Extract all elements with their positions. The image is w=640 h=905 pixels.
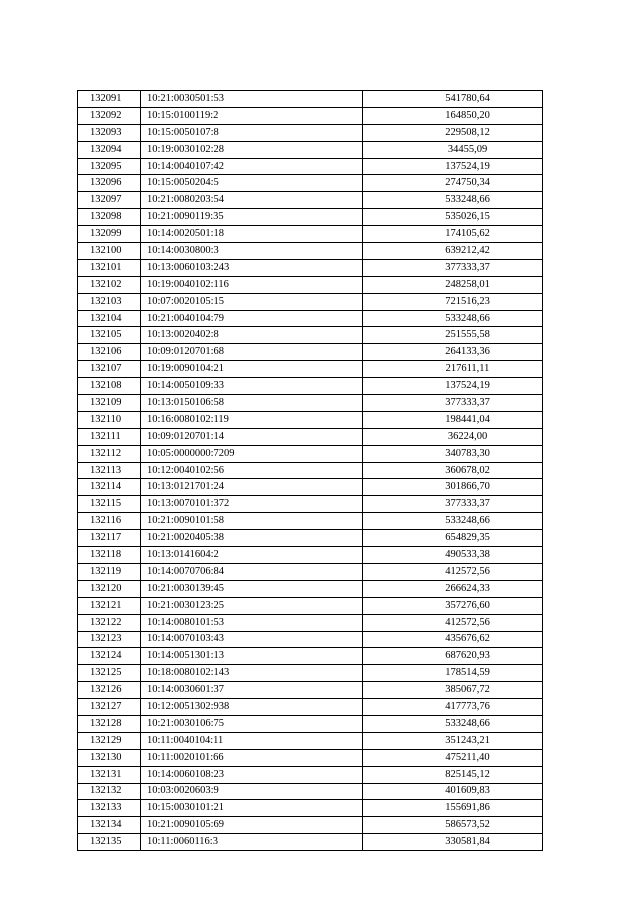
value-cell: 340783,30 (363, 445, 543, 462)
table-row (78, 361, 543, 378)
cadastral-number-cell: 10:14:0051301:13 (141, 648, 363, 665)
row-number-cell: 132130 (78, 749, 141, 766)
table-row (78, 479, 543, 496)
cadastral-number-cell: 10:19:0090104:21 (141, 361, 363, 378)
row-number-cell: 132116 (78, 513, 141, 530)
cadastral-number-cell: 10:14:0050109:33 (141, 378, 363, 395)
cadastral-number-cell: 10:15:0050204:5 (141, 175, 363, 192)
table-row (78, 243, 543, 260)
table-row (78, 428, 543, 445)
row-number-cell: 132097 (78, 192, 141, 209)
cadastral-number-cell: 10:13:0150106:58 (141, 395, 363, 412)
row-number-cell: 132118 (78, 547, 141, 564)
table-row (78, 344, 543, 361)
table-row (78, 124, 543, 141)
cadastral-number-cell: 10:14:0020501:18 (141, 226, 363, 243)
row-number-cell: 132121 (78, 597, 141, 614)
value-cell: 301866,70 (363, 479, 543, 496)
cadastral-number-cell: 10:14:0060108:23 (141, 766, 363, 783)
cadastral-number-cell: 10:15:0100119:2 (141, 107, 363, 124)
value-cell: 401609,83 (363, 783, 543, 800)
table-row (78, 614, 543, 631)
row-number-cell: 132125 (78, 665, 141, 682)
table-row (78, 834, 543, 851)
table-row (78, 530, 543, 547)
value-cell: 533248,66 (363, 192, 543, 209)
table-row (78, 293, 543, 310)
row-number-cell: 132124 (78, 648, 141, 665)
value-cell: 639212,42 (363, 243, 543, 260)
value-cell: 137524,19 (363, 158, 543, 175)
value-cell: 825145,12 (363, 766, 543, 783)
row-number-cell: 132104 (78, 310, 141, 327)
value-cell: 34455,09 (363, 141, 543, 158)
cadastral-number-cell: 10:21:0090119:35 (141, 209, 363, 226)
value-cell: 377333,37 (363, 395, 543, 412)
value-cell: 266624,33 (363, 580, 543, 597)
table-row (78, 259, 543, 276)
table-row (78, 462, 543, 479)
cadastral-value-table (77, 90, 543, 851)
cadastral-number-cell: 10:14:0030601:37 (141, 682, 363, 699)
table-row (78, 107, 543, 124)
row-number-cell: 132103 (78, 293, 141, 310)
table-row (78, 395, 543, 412)
table-row (78, 597, 543, 614)
table-row (78, 800, 543, 817)
value-cell: 251555,58 (363, 327, 543, 344)
cadastral-number-cell: 10:21:0030106:75 (141, 715, 363, 732)
cadastral-number-cell: 10:13:0121701:24 (141, 479, 363, 496)
cadastral-number-cell: 10:09:0120701:14 (141, 428, 363, 445)
table-row (78, 682, 543, 699)
row-number-cell: 132109 (78, 395, 141, 412)
value-cell: 541780,64 (363, 91, 543, 108)
value-cell: 164850,20 (363, 107, 543, 124)
value-cell: 155691,86 (363, 800, 543, 817)
row-number-cell: 132115 (78, 496, 141, 513)
cadastral-number-cell: 10:09:0120701:68 (141, 344, 363, 361)
value-cell: 357276,60 (363, 597, 543, 614)
cadastral-number-cell: 10:13:0020402:8 (141, 327, 363, 344)
value-cell: 377333,37 (363, 496, 543, 513)
table-row (78, 496, 543, 513)
row-number-cell: 132098 (78, 209, 141, 226)
row-number-cell: 132132 (78, 783, 141, 800)
table-row (78, 513, 543, 530)
cadastral-number-cell: 10:14:0040107:42 (141, 158, 363, 175)
cadastral-number-cell: 10:19:0040102:116 (141, 276, 363, 293)
row-number-cell: 132129 (78, 732, 141, 749)
cadastral-number-cell: 10:07:0020105:15 (141, 293, 363, 310)
row-number-cell: 132131 (78, 766, 141, 783)
value-cell: 360678,02 (363, 462, 543, 479)
value-cell: 178514,59 (363, 665, 543, 682)
table-row (78, 226, 543, 243)
cadastral-number-cell: 10:11:0020101:66 (141, 749, 363, 766)
row-number-cell: 132110 (78, 411, 141, 428)
row-number-cell: 132111 (78, 428, 141, 445)
table-row (78, 141, 543, 158)
row-number-cell: 132100 (78, 243, 141, 260)
value-cell: 490533,38 (363, 547, 543, 564)
table-row (78, 665, 543, 682)
table-row (78, 411, 543, 428)
row-number-cell: 132107 (78, 361, 141, 378)
table-row (78, 563, 543, 580)
cadastral-number-cell: 10:13:0141604:2 (141, 547, 363, 564)
value-cell: 198441,04 (363, 411, 543, 428)
value-cell: 721516,23 (363, 293, 543, 310)
cadastral-number-cell: 10:13:0070101:372 (141, 496, 363, 513)
cadastral-number-cell: 10:21:0030501:53 (141, 91, 363, 108)
cadastral-number-cell: 10:18:0080102:143 (141, 665, 363, 682)
row-number-cell: 132094 (78, 141, 141, 158)
value-cell: 36224,00 (363, 428, 543, 445)
row-number-cell: 132119 (78, 563, 141, 580)
row-number-cell: 132101 (78, 259, 141, 276)
row-number-cell: 132102 (78, 276, 141, 293)
table-row (78, 158, 543, 175)
cadastral-number-cell: 10:03:0020603:9 (141, 783, 363, 800)
row-number-cell: 132114 (78, 479, 141, 496)
value-cell: 533248,66 (363, 310, 543, 327)
row-number-cell: 132122 (78, 614, 141, 631)
cadastral-number-cell: 10:19:0030102:28 (141, 141, 363, 158)
value-cell: 533248,66 (363, 513, 543, 530)
value-cell: 533248,66 (363, 715, 543, 732)
row-number-cell: 132091 (78, 91, 141, 108)
row-number-cell: 132128 (78, 715, 141, 732)
value-cell: 412572,56 (363, 614, 543, 631)
cadastral-number-cell: 10:16:0080102:119 (141, 411, 363, 428)
value-cell: 435676,62 (363, 631, 543, 648)
cadastral-number-cell: 10:12:0051302:938 (141, 699, 363, 716)
value-cell: 687620,93 (363, 648, 543, 665)
row-number-cell: 132095 (78, 158, 141, 175)
row-number-cell: 132093 (78, 124, 141, 141)
table-row (78, 766, 543, 783)
cadastral-number-cell: 10:15:0050107:8 (141, 124, 363, 141)
value-cell: 274750,34 (363, 175, 543, 192)
row-number-cell: 132113 (78, 462, 141, 479)
row-number-cell: 132134 (78, 817, 141, 834)
cadastral-number-cell: 10:11:0060116:3 (141, 834, 363, 851)
value-cell: 475211,40 (363, 749, 543, 766)
cadastral-number-cell: 10:21:0080203:54 (141, 192, 363, 209)
table-row (78, 783, 543, 800)
row-number-cell: 132127 (78, 699, 141, 716)
value-cell: 412572,56 (363, 563, 543, 580)
value-cell: 248258,01 (363, 276, 543, 293)
cadastral-number-cell: 10:15:0030101:21 (141, 800, 363, 817)
row-number-cell: 132123 (78, 631, 141, 648)
value-cell: 264133,36 (363, 344, 543, 361)
value-cell: 330581,84 (363, 834, 543, 851)
cadastral-number-cell: 10:21:0030123:25 (141, 597, 363, 614)
cadastral-number-cell: 10:21:0030139:45 (141, 580, 363, 597)
value-cell: 229508,12 (363, 124, 543, 141)
table-row (78, 91, 543, 108)
row-number-cell: 132099 (78, 226, 141, 243)
cadastral-number-cell: 10:11:0040104:11 (141, 732, 363, 749)
table-row (78, 648, 543, 665)
table-row (78, 699, 543, 716)
cadastral-number-cell: 10:14:0070103:43 (141, 631, 363, 648)
table-row (78, 209, 543, 226)
row-number-cell: 132092 (78, 107, 141, 124)
value-cell: 385067,72 (363, 682, 543, 699)
value-cell: 586573,52 (363, 817, 543, 834)
row-number-cell: 132112 (78, 445, 141, 462)
table-row (78, 445, 543, 462)
table-row (78, 749, 543, 766)
cadastral-number-cell: 10:21:0020405:38 (141, 530, 363, 547)
row-number-cell: 132096 (78, 175, 141, 192)
table-row (78, 327, 543, 344)
table-row (78, 276, 543, 293)
row-number-cell: 132126 (78, 682, 141, 699)
cadastral-number-cell: 10:21:0040104:79 (141, 310, 363, 327)
table-row (78, 310, 543, 327)
cadastral-number-cell: 10:12:0040102:56 (141, 462, 363, 479)
value-cell: 174105,62 (363, 226, 543, 243)
value-cell: 654829,35 (363, 530, 543, 547)
table-row (78, 547, 543, 564)
table-row (78, 580, 543, 597)
table-row (78, 192, 543, 209)
cadastral-number-cell: 10:14:0070706:84 (141, 563, 363, 580)
row-number-cell: 132108 (78, 378, 141, 395)
cadastral-number-cell: 10:05:0000000:7209 (141, 445, 363, 462)
table-row (78, 631, 543, 648)
value-cell: 535026,15 (363, 209, 543, 226)
table-body (78, 91, 543, 851)
cadastral-number-cell: 10:14:0080101:53 (141, 614, 363, 631)
cadastral-number-cell: 10:13:0060103:243 (141, 259, 363, 276)
table-row (78, 378, 543, 395)
table-row (78, 715, 543, 732)
table-row (78, 175, 543, 192)
row-number-cell: 132106 (78, 344, 141, 361)
cadastral-number-cell: 10:21:0090101:58 (141, 513, 363, 530)
cadastral-number-cell: 10:14:0030800:3 (141, 243, 363, 260)
table-row (78, 732, 543, 749)
row-number-cell: 132135 (78, 834, 141, 851)
row-number-cell: 132117 (78, 530, 141, 547)
row-number-cell: 132120 (78, 580, 141, 597)
table-row (78, 817, 543, 834)
value-cell: 137524,19 (363, 378, 543, 395)
cadastral-number-cell: 10:21:0090105:69 (141, 817, 363, 834)
value-cell: 217611,11 (363, 361, 543, 378)
row-number-cell: 132105 (78, 327, 141, 344)
value-cell: 377333,37 (363, 259, 543, 276)
value-cell: 351243,21 (363, 732, 543, 749)
value-cell: 417773,76 (363, 699, 543, 716)
row-number-cell: 132133 (78, 800, 141, 817)
